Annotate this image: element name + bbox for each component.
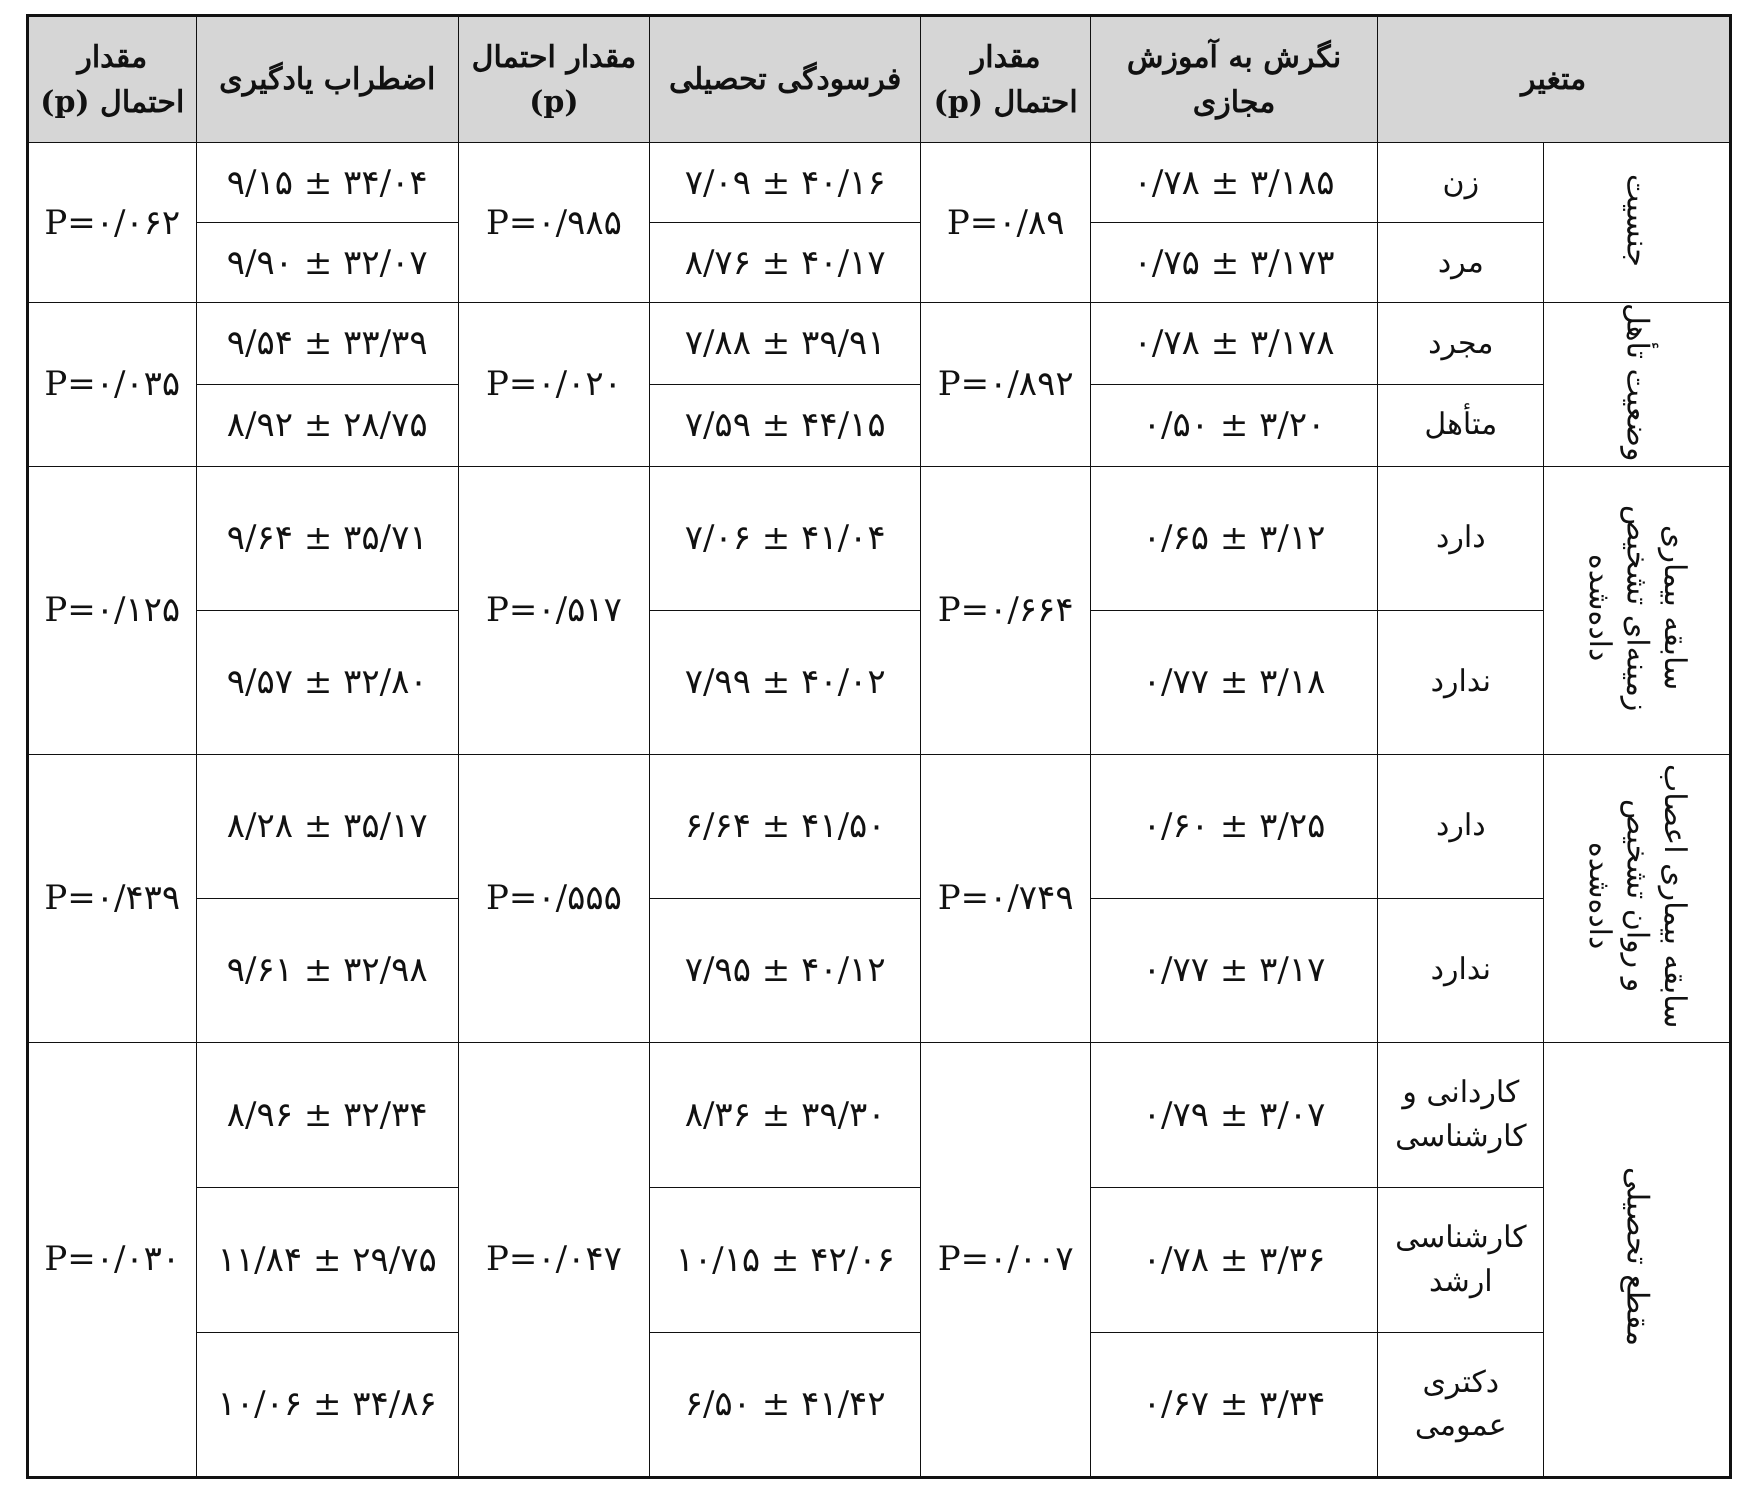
results-table [26, 14, 1732, 1479]
burnout-value: ۴۱/۰۴ ± ۷/۰۶ [649, 466, 920, 610]
anxiety-value: ۳۵/۷۱ ± ۹/۶۴ [196, 466, 458, 610]
anxiety-value: ۳۴/۸۶ ± ۱۰/۰۶ [196, 1332, 458, 1477]
level-label: زن [1378, 143, 1544, 223]
table-row [28, 143, 1731, 223]
header-variable: متغیر [1378, 16, 1731, 143]
attitude-value: ۳/۱۸۵ ± ۰/۷۸ [1090, 143, 1377, 223]
burnout-value: ۴۱/۴۲ ± ۶/۵۰ [649, 1332, 920, 1477]
level-label: دارد [1378, 466, 1544, 610]
header-p-attitude: مقدار احتمال (p) [921, 16, 1091, 143]
anxiety-value: ۲۹/۷۵ ± ۱۱/۸۴ [196, 1187, 458, 1332]
attitude-value: ۳/۱۷ ± ۰/۷۷ [1090, 898, 1377, 1042]
p-value-anxiety: P=۰/۱۲۵ [28, 466, 197, 754]
header-attitude: نگرش به آموزش مجازی [1090, 16, 1377, 143]
burnout-value: ۴۰/۱۲ ± ۷/۹۵ [649, 898, 920, 1042]
p-value-attitude: P=۰/۶۶۴ [921, 466, 1091, 754]
anxiety-value: ۳۲/۹۸ ± ۹/۶۱ [196, 898, 458, 1042]
burnout-value: ۳۹/۳۰ ± ۸/۳۶ [649, 1042, 920, 1187]
attitude-value: ۳/۱۸ ± ۰/۷۷ [1090, 610, 1377, 754]
group-label-underlying-disease: سابقه بیماری زمینه‌ای تشخیص داده‌شده [1544, 466, 1731, 754]
anxiety-value: ۲۸/۷۵ ± ۸/۹۲ [196, 384, 458, 466]
table-row [28, 1042, 1731, 1187]
p-value-attitude: P=۰/۰۰۷ [921, 1042, 1091, 1477]
header-p-burnout: مقدار احتمال (p) [458, 16, 649, 143]
burnout-value: ۴۲/۰۶ ± ۱۰/۱۵ [649, 1187, 920, 1332]
header-burnout: فرسودگی تحصیلی [649, 16, 920, 143]
table-row [28, 384, 1731, 466]
p-value-burnout: P=۰/۵۵۵ [458, 754, 649, 1042]
burnout-value: ۴۴/۱۵ ± ۷/۵۹ [649, 384, 920, 466]
level-label: دکتری عمومی [1378, 1332, 1544, 1477]
p-value-burnout: P=۰/۹۸۵ [458, 143, 649, 303]
burnout-value: ۳۹/۹۱ ± ۷/۸۸ [649, 303, 920, 385]
burnout-value: ۴۰/۱۷ ± ۸/۷۶ [649, 223, 920, 303]
group-label-psychiatric-disease: سابقه بیماری اعصاب و روان تشخیص داده‌شده [1544, 754, 1731, 1042]
anxiety-value: ۳۳/۳۹ ± ۹/۵۴ [196, 303, 458, 385]
header-anxiety: اضطراب یادگیری [196, 16, 458, 143]
level-label: متأهل [1378, 384, 1544, 466]
table-row [28, 754, 1731, 898]
anxiety-value: ۳۵/۱۷ ± ۸/۲۸ [196, 754, 458, 898]
attitude-value: ۳/۰۷ ± ۰/۷۹ [1090, 1042, 1377, 1187]
attitude-value: ۳/۳۴ ± ۰/۶۷ [1090, 1332, 1377, 1477]
table-row [28, 303, 1731, 385]
level-label: دارد [1378, 754, 1544, 898]
anxiety-value: ۳۲/۰۷ ± ۹/۹۰ [196, 223, 458, 303]
p-value-anxiety: P=۰/۰۶۲ [28, 143, 197, 303]
burnout-value: ۴۰/۱۶ ± ۷/۰۹ [649, 143, 920, 223]
p-value-anxiety: P=۰/۰۳۵ [28, 303, 197, 467]
group-label-education: مقطع تحصیلی [1544, 1042, 1731, 1477]
table-row [28, 466, 1731, 610]
table-row [28, 223, 1731, 303]
header-p-anxiety: مقدار احتمال (p) [28, 16, 197, 143]
p-value-burnout: P=۰/۰۴۷ [458, 1042, 649, 1477]
anxiety-value: ۳۲/۸۰ ± ۹/۵۷ [196, 610, 458, 754]
p-value-attitude: P=۰/۸۹ [921, 143, 1091, 303]
p-value-anxiety: P=۰/۴۳۹ [28, 754, 197, 1042]
p-value-attitude: P=۰/۷۴۹ [921, 754, 1091, 1042]
attitude-value: ۳/۲۰ ± ۰/۵۰ [1090, 384, 1377, 466]
level-label: مرد [1378, 223, 1544, 303]
anxiety-value: ۳۲/۳۴ ± ۸/۹۶ [196, 1042, 458, 1187]
p-value-burnout: P=۰/۵۱۷ [458, 466, 649, 754]
p-value-burnout: P=۰/۰۲۰ [458, 303, 649, 467]
table-row [28, 898, 1731, 1042]
p-value-anxiety: P=۰/۰۳۰ [28, 1042, 197, 1477]
table-row [28, 610, 1731, 754]
level-label: مجرد [1378, 303, 1544, 385]
anxiety-value: ۳۴/۰۴ ± ۹/۱۵ [196, 143, 458, 223]
level-label: ندارد [1378, 898, 1544, 1042]
burnout-value: ۴۱/۵۰ ± ۶/۶۴ [649, 754, 920, 898]
level-label: کاردانی و کارشناسی [1378, 1042, 1544, 1187]
attitude-value: ۳/۳۶ ± ۰/۷۸ [1090, 1187, 1377, 1332]
level-label: ندارد [1378, 610, 1544, 754]
header-row [28, 16, 1731, 143]
results-table-page [26, 14, 1732, 1474]
table-row [28, 1332, 1731, 1477]
attitude-value: ۳/۱۷۳ ± ۰/۷۵ [1090, 223, 1377, 303]
attitude-value: ۳/۲۵ ± ۰/۶۰ [1090, 754, 1377, 898]
burnout-value: ۴۰/۰۲ ± ۷/۹۹ [649, 610, 920, 754]
level-label: کارشناسی ارشد [1378, 1187, 1544, 1332]
attitude-value: ۳/۱۷۸ ± ۰/۷۸ [1090, 303, 1377, 385]
group-label-marital: وضعیت تأهل [1544, 303, 1731, 467]
table-row [28, 1187, 1731, 1332]
group-label-gender: جنسیت [1544, 143, 1731, 303]
p-value-attitude: P=۰/۸۹۲ [921, 303, 1091, 467]
attitude-value: ۳/۱۲ ± ۰/۶۵ [1090, 466, 1377, 610]
